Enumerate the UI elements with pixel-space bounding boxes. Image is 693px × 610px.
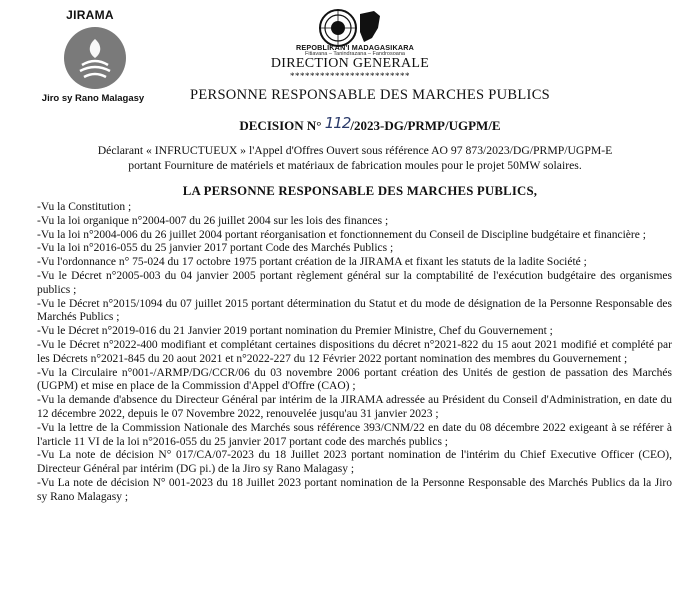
decision-title xyxy=(200,116,540,134)
vu-item: -Vu l'ordonnance n° 75-024 du 17 octobre 1975 portant création de la JIRAMA et fixant les statuts de la ladite Société ; xyxy=(37,256,587,269)
vu-item: -Vu la lettre de la Commission Nationale des Marchés sous référence 393/CNM/22 en date du 08 décembre 2022 exigeant à se référer à l'article 11 VI de la loi n°2016-055 du 25 janvier 2017 portant code des marchés publics ; xyxy=(37,421,672,448)
vu-item: -Vu la loi n°2016-055 du 25 janvier 2017 portant Code des Marchés Publics ; xyxy=(37,242,394,255)
vu-item: -Vu La note de décision N° 017/CA/07-2023 du 18 Juillet 2023 portant nomination de l'intérim du Chief Executive Officer (CEO), Directeur Général par intérim (DG pi.) de la Jiro sy Rano Malagasy ; xyxy=(37,449,672,476)
declarant-line-2: portant Fourniture de matériels et matériaux de fabrication moules pour le projet 50MW solaires. xyxy=(128,159,582,172)
decision-prefix: DECISION N° xyxy=(239,118,322,133)
decision-handwritten-number: 112 xyxy=(324,114,351,132)
vu-list xyxy=(37,201,672,505)
authority-heading: LA PERSONNE RESPONSABLE DES MARCHES PUBLICS, xyxy=(182,184,538,198)
declarant-line-1: Déclarant « INFRUCTUEUX » l'Appel d'Offres Ouvert sous référence AO 97 873/2023/DG/PRMP/UGPM-E xyxy=(97,144,613,157)
vu-item: -Vu la loi n°2004-006 du 26 juillet 2004 portant réorganisation et fonctionnement du Conseil de Discipline budgétaire et financière ; xyxy=(37,228,646,241)
vu-item: -Vu le Décret n°2019-016 du 21 Janvier 2019 portant nomination du Premier Ministre, Chef du Gouvernement ; xyxy=(37,325,553,338)
republic-motto: Fitiavana – Tanindrazana – Fandrosoana xyxy=(305,51,405,57)
declarant-paragraph xyxy=(60,143,650,173)
jirama-logo-block xyxy=(40,8,150,104)
separator-stars: ************************ xyxy=(290,71,410,81)
republic-name: REPOBLIKAN'I MADAGASIKARA xyxy=(295,43,415,52)
vu-item: -Vu le Décret n°2005-003 du 04 janvier 2005 portant règlement général sur la comptabilité de l'exécution budgétaire des organismes publics ; xyxy=(37,269,672,296)
vu-item: -Vu la loi organique n°2004-007 du 26 juillet 2004 sur les lois des finances ; xyxy=(37,214,389,227)
prmp-title: PERSONNE RESPONSABLE DES MARCHES PUBLICS xyxy=(189,87,551,103)
vu-item: -Vu le Décret n°2022-400 modifiant et complétant certaines dispositions du décret n°2021-822 du 15 aout 2021 modifié et complété par les Décrets n°2021-845 du 20 aout 2021 et n°2022-227 du 12 Février 2022 portant nomination des membres du Gouvernement ; xyxy=(37,338,672,365)
direction-title: DIRECTION GENERALE xyxy=(270,56,430,71)
vu-item: -Vu La note de décision N° 001-2023 du 18 Juillet 2023 portant nomination de la Personne Responsable des Marchés Publics da la Jiro sy Rano Malagasy ; xyxy=(37,476,672,503)
jirama-logo-icon xyxy=(64,27,126,89)
decision-suffix: /2023-DG/PRMP/UGPM/E xyxy=(350,118,501,133)
slogan: Jiro sy Rano Malagasy xyxy=(41,93,145,104)
vu-item: -Vu la Circulaire n°001-/ARMP/DG/CCR/06 du 03 novembre 2006 portant création des Unités de gestion de passation des Marchés (UGPM) et mise en place de la Commission d'Appel d'Offre (CAO) ; xyxy=(37,366,672,393)
vu-item: -Vu la Constitution ; xyxy=(37,201,132,213)
vu-item: -Vu la demande d'absence du Directeur Général par intérim de la JIRAMA adressée au Président du Conseil d'Administration, en date du 12 décembre 2022, depuis le 07 Novembre 2022, renouvelée jusqu'au 31 janvier 2023 ; xyxy=(37,394,672,420)
vu-item: -Vu le Décret n°2015/1094 du 07 juillet 2015 portant détermination du Statut et du mode de désignation de la Personne Responsable des Marchés Publics ; xyxy=(37,297,672,324)
org-name: JIRAMA xyxy=(66,8,114,22)
